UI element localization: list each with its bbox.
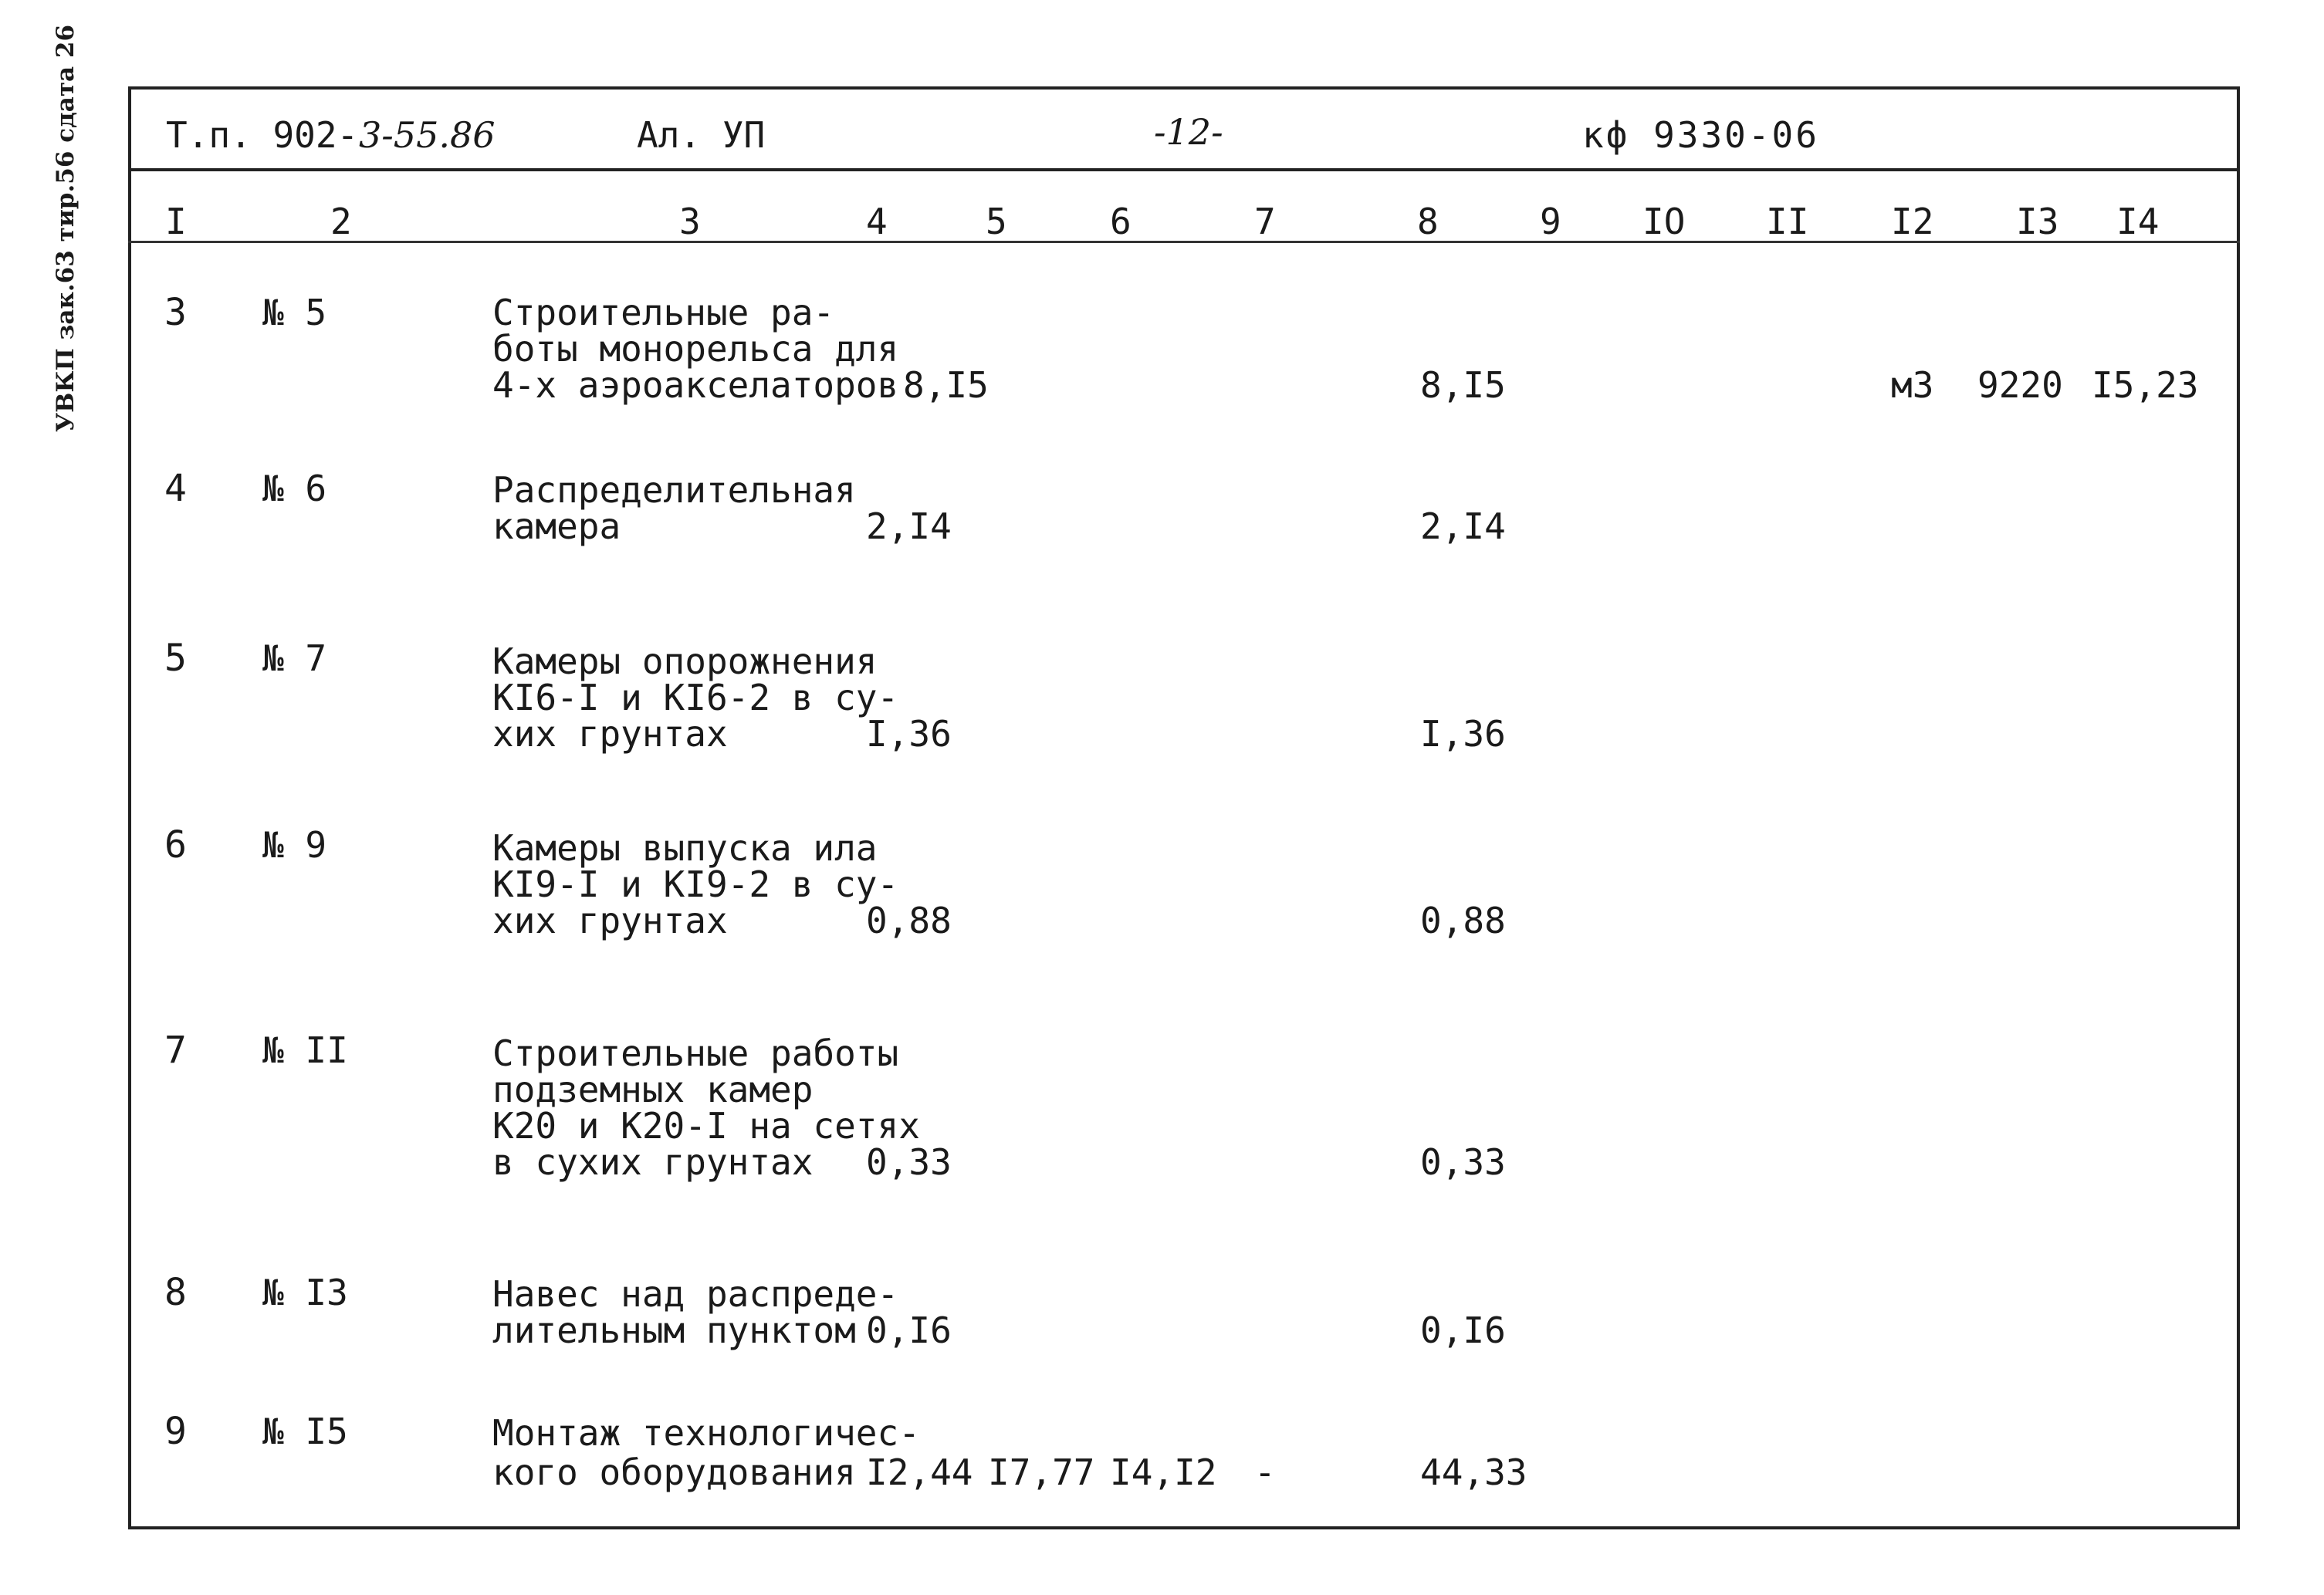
- table-frame: [128, 86, 2240, 1529]
- row-description-line: кого оборудования: [492, 1451, 856, 1493]
- document-code: кф 9330-06: [1582, 114, 1819, 156]
- col8-value: 0,33: [1420, 1141, 1506, 1183]
- row-number: 7: [164, 1029, 187, 1072]
- row-description-line: Камеры опорожнения: [492, 640, 878, 682]
- col4-value: 0,33: [866, 1141, 952, 1183]
- col8-value: 2,I4: [1420, 505, 1506, 547]
- drawing-number: № 5: [262, 292, 327, 333]
- column-number: II: [1766, 201, 1809, 242]
- row-description-line: 4-х аэроакселаторов: [492, 364, 899, 406]
- column-number: I4: [2116, 201, 2160, 242]
- col4-value: I2,44: [866, 1451, 973, 1493]
- col14-value: I5,23: [2092, 364, 2199, 406]
- row-description-line: Навес над распреде-: [492, 1273, 899, 1315]
- drawing-number: № 7: [262, 637, 327, 679]
- row-description-line: подземных камер: [492, 1069, 814, 1110]
- col7-value: -: [1254, 1451, 1276, 1493]
- row-description-line: Строительные работы: [492, 1032, 899, 1074]
- col8-value: 0,88: [1420, 900, 1506, 941]
- column-number: 4: [866, 201, 888, 242]
- row-number: 5: [164, 637, 187, 680]
- drawing-number: № 9: [262, 824, 327, 866]
- column-number: 2: [330, 201, 352, 242]
- drawing-number: № I5: [262, 1411, 348, 1452]
- col4-value: 0,I6: [866, 1309, 952, 1351]
- col4-value: I,36: [866, 713, 952, 755]
- col4-value: 2,I4: [866, 505, 952, 547]
- row-number: 4: [164, 467, 187, 510]
- col5-value: I7,77: [988, 1451, 1095, 1493]
- row-description-line: Строительные ра-: [492, 292, 835, 333]
- col13-value: 9220: [1977, 364, 2063, 406]
- row-description-line: Камеры выпуска ила: [492, 827, 878, 869]
- col8-value: I,36: [1420, 713, 1506, 755]
- column-number: 9: [1540, 201, 1561, 242]
- title-divider: [128, 168, 2240, 171]
- row-description-line: КI9-I и КI9-2 в су-: [492, 863, 899, 905]
- col12-unit: м3: [1891, 364, 1934, 406]
- column-number: 8: [1417, 201, 1439, 242]
- drawing-number: № II: [262, 1029, 348, 1071]
- project-number-handwritten: 3-55.86: [359, 114, 496, 156]
- column-number: 7: [1254, 201, 1276, 242]
- col8-value: 0,I6: [1420, 1309, 1506, 1351]
- row-description-line: в сухих грунтах: [492, 1141, 814, 1183]
- page-number: -12-: [1154, 111, 1223, 153]
- column-number: 3: [679, 201, 701, 242]
- col8-value: 8,I5: [1420, 364, 1506, 406]
- column-number: I3: [2016, 201, 2059, 242]
- col8-value: 44,33: [1420, 1451, 1527, 1493]
- row-description-line: К20 и К20-I на сетях: [492, 1105, 920, 1147]
- row-description-line: камера: [492, 505, 621, 547]
- margin-stamp: УВКП зак.63 тир.56 сдата 26: [52, 24, 79, 432]
- row-number: 3: [164, 291, 187, 334]
- column-number: IO: [1642, 201, 1686, 242]
- row-description-line: лительным пунктом: [492, 1309, 856, 1351]
- row-description-line: боты монорельса для: [492, 328, 899, 370]
- row-description-line: Монтаж технологичес-: [492, 1412, 920, 1454]
- drawing-number: № I3: [262, 1272, 348, 1313]
- row-description-line: хих грунтах: [492, 900, 728, 941]
- row-number: 6: [164, 823, 187, 867]
- col4-value: 8,I5: [903, 364, 989, 406]
- row-number: 9: [164, 1410, 187, 1453]
- row-description-line: Распределительная: [492, 469, 856, 511]
- album-label: Ал. УП: [637, 114, 766, 156]
- drawing-number: № 6: [262, 468, 327, 509]
- col6-value: I4,I2: [1110, 1451, 1217, 1493]
- col4-value: 0,88: [866, 900, 952, 941]
- column-number: I2: [1891, 201, 1934, 242]
- column-number: 6: [1110, 201, 1132, 242]
- column-number: 5: [986, 201, 1007, 242]
- project-number: Т.п. 902-: [166, 114, 359, 156]
- row-description-line: хих грунтах: [492, 713, 728, 755]
- row-number: 8: [164, 1271, 187, 1314]
- row-description-line: КI6-I и КI6-2 в су-: [492, 677, 899, 718]
- column-number: I: [165, 201, 187, 242]
